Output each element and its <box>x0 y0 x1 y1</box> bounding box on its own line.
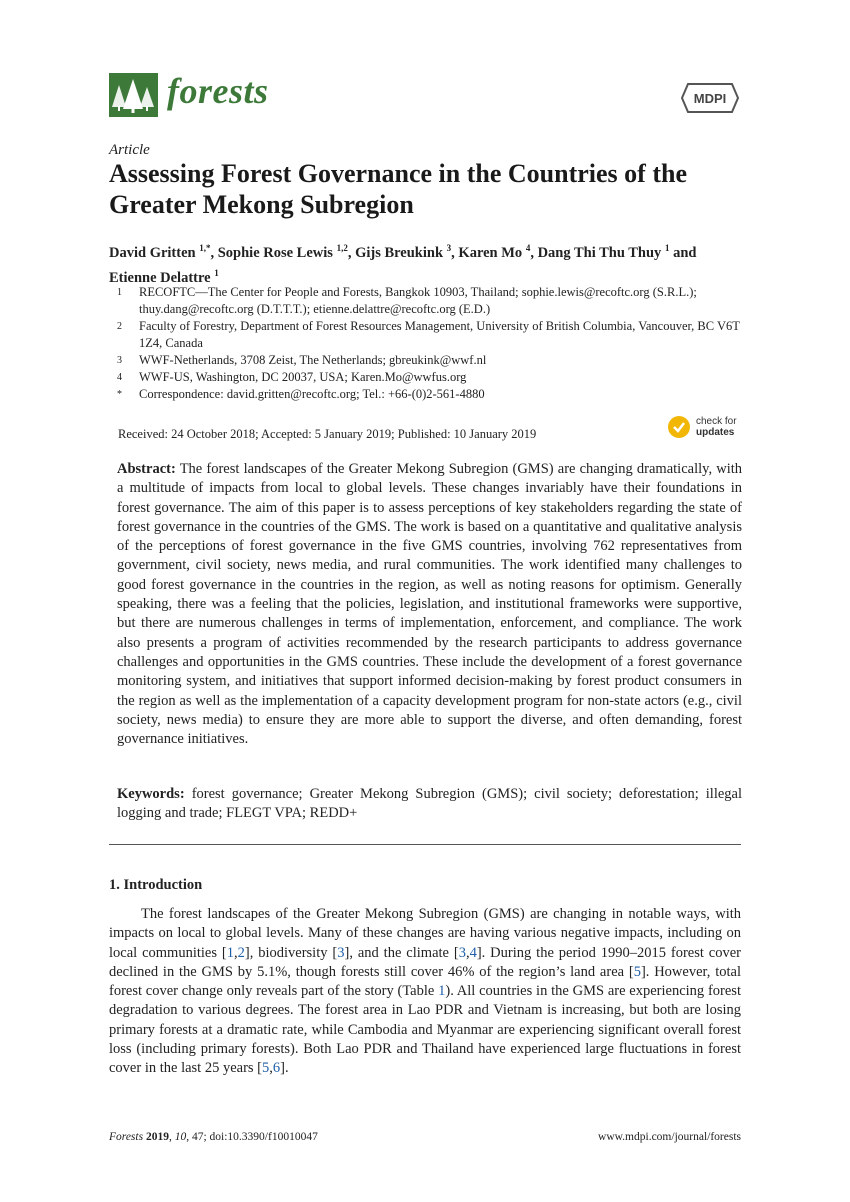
affiliations <box>117 284 747 403</box>
author-list: David Gritten $^{1,*}$, Sophie Rose Lewis $^{1,2}$, Gijs Breukink $^3$, Karen Mo $^4$, Dang Thi Thu Thuy $^1$ and Etienne Delattre $^1$ <box>109 243 697 286</box>
keywords <box>117 785 742 824</box>
page-title: Assessing Forest Governance in the Countries of the Greater Mekong Subregion <box>109 159 687 219</box>
checkmark-icon <box>668 416 690 438</box>
correspondence: * Correspondence: david.gritten@recoftc.org; Tel.: +66-(0)2-561-4880 <box>117 387 485 401</box>
citation-link[interactable]: 5 <box>262 1060 270 1077</box>
author: Sophie Rose Lewis <box>217 244 333 261</box>
citation-link[interactable]: 6 <box>272 1060 281 1077</box>
tree-icon <box>109 73 158 117</box>
section-divider <box>109 844 741 845</box>
introduction-paragraph: The forest landscapes of the Greater Mekong Subregion (GMS) are changing in notable ways, with impacts on local to global levels. Many of these changes are having various negative impacts, including on local communities [1,2], biodiversity [3], and the climate [3,4]. During the period 1990–2015 forest cover declined in the GMS by 5.1%, though forests still cover 46% of the region’s land area [5]. However, total forest cover change only reveals part of the story (Table 1). All countries in the GMS are experiencing forest degradation to various degrees. The forest area in Lao PDR and Vietnam is increasing, but both are losing primary forests at a dramatic rate, while Cambodia and Myanmar are experiencing significant overall forest loss (including primary forests). Both Lao PDR and Thailand have experienced large fluctuations in forest cover in the last 25 years [5,6]. <box>109 906 741 1077</box>
journal-name: forests <box>167 71 269 111</box>
journal-url-link[interactable]: www.mdpi.com/journal/forests <box>598 1131 741 1143</box>
abstract <box>117 460 742 749</box>
keywords-label: Keywords: <box>117 786 185 802</box>
citation-footer: Forests 2019, 10, 47; doi:10.3390/f10010047 <box>109 1131 318 1143</box>
citation-link[interactable]: 3 <box>337 944 345 961</box>
table-link[interactable]: 1 <box>438 983 446 1000</box>
check-for-updates-button[interactable]: check for updates <box>668 414 746 442</box>
article-type: Article <box>109 142 150 158</box>
author: Karen Mo <box>458 244 523 261</box>
keywords-text: forest governance; Greater Mekong Subregion (GMS); civil society; deforestation; illegal logging and trade; FLEGT VPA; REDD+ <box>117 786 742 822</box>
author: Etienne Delattre <box>109 269 211 286</box>
citation-link[interactable]: 4 <box>469 944 477 961</box>
author: David Gritten <box>109 244 196 261</box>
citation-link[interactable]: 3 <box>458 944 466 961</box>
publisher-logo <box>680 82 740 114</box>
publisher-name: MDPI <box>693 91 727 106</box>
affiliation-item: 3 WWF-Netherlands, 3708 Zeist, The Netherlands; gbreukink@wwf.nl <box>117 353 487 367</box>
author: Gijs Breukink <box>355 244 444 261</box>
affiliation-item: 2 Faculty of Forestry, Department of Forest Resources Management, University of British Columbia, Vancouver, BC V6T 1Z4, Canada <box>117 319 740 350</box>
section-heading: 1. Introduction <box>109 877 203 893</box>
citation-link[interactable]: 1 <box>226 944 234 961</box>
journal-logo <box>109 73 158 117</box>
citation-link[interactable]: 5 <box>633 963 641 980</box>
affiliation-item: 4 WWF-US, Washington, DC 20037, USA; Karen.Mo@wwfus.org <box>117 370 467 384</box>
abstract-text: The forest landscapes of the Greater Mekong Subregion (GMS) are changing dramatically, with a multitude of impacts from local to global levels. These changes invariably have their foundations in forest governance. The aim of this paper is to assess perceptions of key stakeholders regarding the state of forest governance in the countries of the GMS. The work is based on a quantitative and qualitative analysis of the perceptions of forest governance in the five GMS countries, involving 762 representatives from government, civil society, news media, and rural communities. The work identified many challenges to good forest governance in the countries in the region, as well as noting reasons for optimism. Generally speaking, there was a feeling that the policies, legislation, and institutional frameworks were supportive, but there are numerous challenges in terms of implementation, enforcement, and compliance. The work also presents a program of activities recommended by the research participants to address governance challenges and opportunities in the GMS countries. These include the development of a forest governance monitoring system, and initiatives that support informed decision-making by forest product consumers in the region as well as the implementation of a capacity development program for non-state actors (e.g., civil society, news media) to ensure they are more able to support the diverse, and often demanding, forest governance initiatives. <box>117 461 742 748</box>
citation-link[interactable]: 2 <box>237 944 245 961</box>
abstract-label: Abstract: <box>117 461 176 477</box>
publication-dates: Received: 24 October 2018; Accepted: 5 January 2019; Published: 10 January 2019 <box>118 427 537 441</box>
affiliation-item: 1 RECOFTC—The Center for People and Forests, Bangkok 10903, Thailand; sophie.lewis@recoftc.org (S.R.L.); thuy.dang@recoftc.org (D.T.T.T.); etienne.delattre@recoftc.org (E.D.) <box>117 285 697 316</box>
author: Dang Thi Thu Thuy <box>537 244 662 261</box>
